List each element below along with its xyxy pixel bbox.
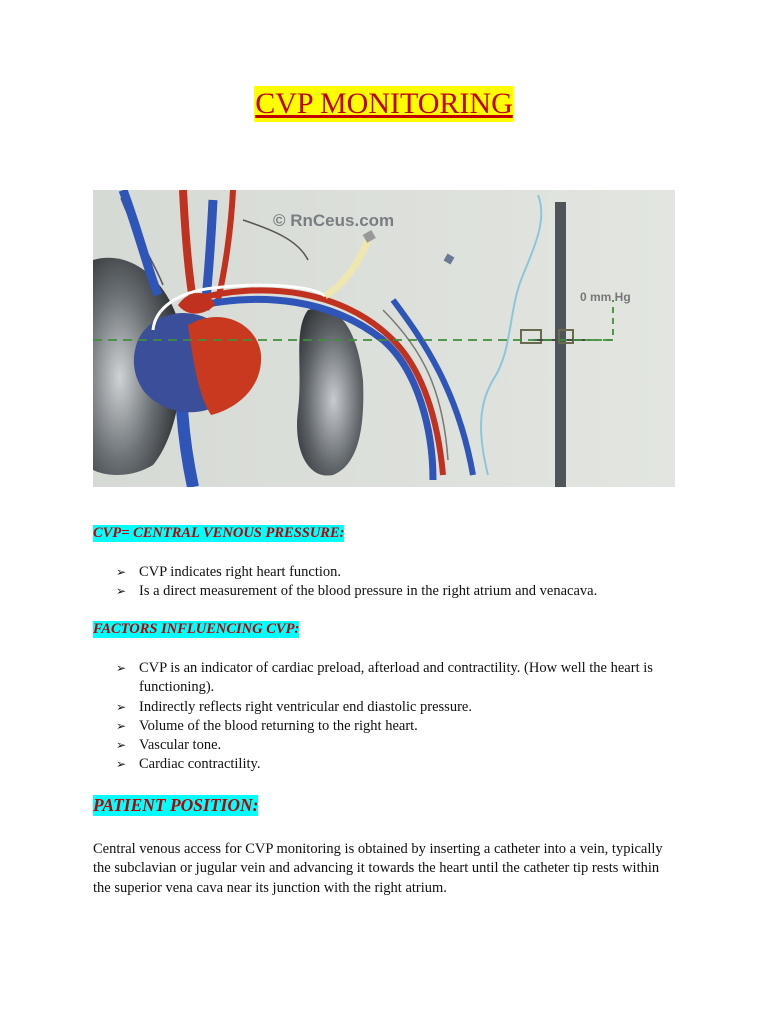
list-item-text: Indirectly reflects right ventricular end diastolic pressure. [139, 698, 472, 715]
patient-position-paragraph: Central venous access for CVP monitoring is obtained by inserting a catheter into a vein, typically the subclavian or jugular vein and advancing it towards the heart until the catheter tip rests within the superior vena cava near its junction with the right atrium. [93, 841, 663, 896]
watermark-text: © RnCeus.com [273, 211, 395, 230]
list-item-text: CVP is an indicator of cardiac preload, afterload and contractility. (How well the heart is functioning). [139, 660, 653, 696]
arrow-bullet-icon: ➢ [116, 718, 127, 733]
cvp-definition-list [116, 563, 656, 602]
list-item [116, 582, 656, 601]
arrow-bullet-icon: ➢ [116, 565, 127, 579]
page-title: CVP MONITORING [255, 87, 513, 120]
iv-pole [555, 202, 566, 487]
list-item-text: Vascular tone. [139, 737, 222, 754]
list-item-text: Volume of the blood returning to the right heart. [139, 717, 418, 734]
title-wrap [0, 86, 768, 122]
heading-patient-position: PATIENT POSITION: [93, 795, 259, 815]
arrow-bullet-icon: ➢ [116, 738, 127, 753]
list-item [116, 563, 656, 582]
list-item [116, 659, 656, 698]
arrow-bullet-icon: ➢ [116, 757, 127, 772]
cvp-illustration [93, 190, 675, 487]
cvp-diagram [93, 190, 675, 487]
arrow-bullet-icon: ➢ [116, 661, 127, 675]
arrow-bullet-icon: ➢ [116, 584, 127, 599]
list-item-text: CVP indicates right heart function. [139, 564, 342, 580]
list-item-text: Is a direct measurement of the blood pressure in the right atrium and venacava. [139, 583, 598, 600]
list-item [116, 698, 656, 717]
list-item [116, 736, 656, 755]
factors-list [116, 659, 656, 775]
heading-factors: FACTORS INFLUENCING CVP: [93, 621, 300, 637]
arrow-bullet-icon: ➢ [116, 699, 127, 714]
list-item [116, 717, 656, 736]
list-item-text: Cardiac contractility. [139, 756, 261, 773]
zero-mmhg-label: 0 mm Hg [580, 290, 631, 304]
heading-cvp-definition: CVP= CENTRAL VENOUS PRESSURE: [93, 525, 345, 541]
list-item [116, 755, 656, 774]
